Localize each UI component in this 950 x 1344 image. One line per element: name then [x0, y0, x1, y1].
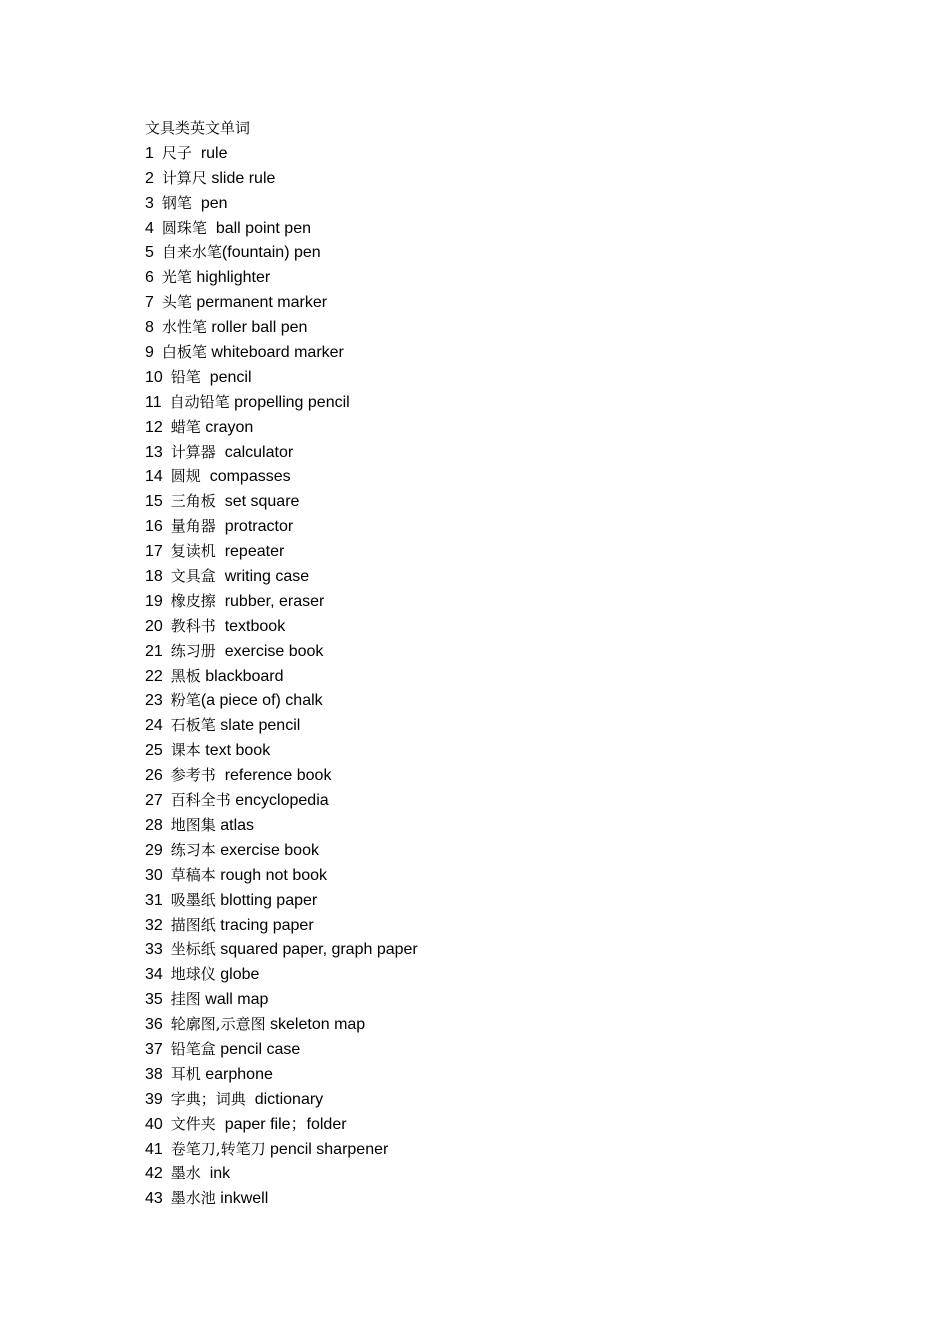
chinese-term: 字典；词典 — [170, 1089, 246, 1108]
item-number: 18 — [145, 568, 163, 586]
item-number: 22 — [145, 667, 163, 685]
english-term: reference book — [215, 767, 332, 785]
list-item — [145, 539, 905, 564]
chinese-term: 头笔 — [161, 293, 192, 312]
item-number: 23 — [145, 692, 163, 710]
list-item — [145, 1161, 905, 1186]
english-term: ball point pen — [206, 219, 311, 237]
english-term: crayon — [200, 418, 254, 436]
chinese-term: 练习册 — [170, 641, 216, 660]
item-number: 40 — [145, 1115, 163, 1133]
english-term: inkwell — [215, 1190, 269, 1208]
item-number: 25 — [145, 742, 163, 760]
item-number: 7 — [145, 294, 154, 312]
item-number: 1 — [145, 144, 154, 162]
list-item — [145, 713, 905, 738]
list-item — [145, 340, 905, 365]
list-item — [145, 838, 905, 863]
list-item — [145, 216, 905, 241]
item-number: 24 — [145, 717, 163, 735]
item-number: 27 — [145, 792, 163, 810]
chinese-term: 挂图 — [170, 990, 201, 1009]
chinese-term: 尺子 — [161, 143, 192, 162]
english-term: pencil sharpener — [265, 1140, 389, 1158]
chinese-term: 三角板 — [170, 492, 216, 511]
english-term: rule — [191, 144, 228, 162]
list-item — [145, 614, 905, 639]
chinese-term: 草稿本 — [170, 865, 216, 884]
item-number: 15 — [145, 493, 163, 511]
chinese-term: 复读机 — [170, 542, 216, 561]
english-term: wall map — [200, 991, 269, 1009]
english-term: (a piece of) chalk — [200, 692, 323, 710]
item-number: 28 — [145, 816, 163, 834]
item-number: 21 — [145, 642, 163, 660]
english-term: skeleton map — [265, 1016, 366, 1034]
item-number: 17 — [145, 543, 163, 561]
item-number: 36 — [145, 1016, 163, 1034]
list-item — [145, 464, 905, 489]
chinese-term: 量角器 — [170, 517, 216, 536]
chinese-term: 文件夹 — [170, 1114, 216, 1133]
list-item — [145, 1062, 905, 1087]
vocabulary-list — [145, 141, 905, 1211]
english-term: repeater — [215, 543, 285, 561]
list-item — [145, 240, 905, 265]
english-term: set square — [215, 493, 300, 511]
item-number: 9 — [145, 344, 154, 362]
english-term: tracing paper — [215, 916, 314, 934]
item-number: 33 — [145, 941, 163, 959]
item-number: 4 — [145, 219, 154, 237]
chinese-term: 自来水笔 — [161, 243, 222, 262]
chinese-term: 轮廓图,示意图 — [170, 1015, 266, 1034]
chinese-term: 蜡笔 — [170, 417, 201, 436]
english-term: whiteboard marker — [206, 344, 344, 362]
english-term: blackboard — [200, 667, 284, 685]
chinese-term: 黑板 — [170, 666, 201, 685]
list-item — [145, 788, 905, 813]
list-item — [145, 813, 905, 838]
english-term: roller ball pen — [206, 319, 308, 337]
chinese-term: 卷笔刀,转笔刀 — [170, 1139, 266, 1158]
item-number: 10 — [145, 368, 163, 386]
list-item — [145, 962, 905, 987]
item-number: 42 — [145, 1165, 163, 1183]
english-term: propelling pencil — [229, 393, 350, 411]
chinese-term: 练习本 — [170, 840, 216, 859]
item-number: 31 — [145, 891, 163, 909]
chinese-term: 坐标纸 — [170, 940, 216, 959]
list-item — [145, 664, 905, 689]
item-number: 6 — [145, 269, 154, 287]
list-item — [145, 863, 905, 888]
document-page — [145, 116, 905, 1211]
chinese-term: 教科书 — [170, 616, 216, 635]
item-number: 43 — [145, 1190, 163, 1208]
chinese-term: 墨水池 — [170, 1189, 216, 1208]
english-term: rough not book — [215, 866, 328, 884]
english-term: text book — [200, 742, 271, 760]
english-term: compasses — [200, 468, 291, 486]
chinese-term: 光笔 — [161, 268, 192, 287]
list-item — [145, 1087, 905, 1112]
item-number: 5 — [145, 244, 154, 262]
list-item — [145, 1012, 905, 1037]
list-item — [145, 141, 905, 166]
chinese-term: 耳机 — [170, 1064, 201, 1083]
english-term: protractor — [215, 518, 294, 536]
list-item — [145, 489, 905, 514]
item-number: 3 — [145, 194, 154, 212]
chinese-term: 石板笔 — [170, 716, 216, 735]
chinese-term: 参考书 — [170, 766, 216, 785]
item-number: 37 — [145, 1040, 163, 1058]
item-number: 11 — [145, 393, 162, 411]
chinese-term: 文具盒 — [170, 567, 216, 586]
chinese-term: 圆珠笔 — [161, 218, 207, 237]
list-item — [145, 365, 905, 390]
chinese-term: 百科全书 — [170, 791, 231, 810]
item-number: 20 — [145, 617, 163, 635]
chinese-term: 地球仪 — [170, 965, 216, 984]
list-item — [145, 1037, 905, 1062]
chinese-term: 计算器 — [170, 442, 216, 461]
english-term: blotting paper — [215, 891, 318, 909]
english-term: permanent marker — [191, 294, 328, 312]
list-item — [145, 1112, 905, 1137]
list-item — [145, 763, 905, 788]
item-number: 12 — [145, 418, 163, 436]
item-number: 2 — [145, 169, 154, 187]
list-item — [145, 738, 905, 763]
english-term: pen — [191, 194, 228, 212]
english-term: highlighter — [191, 269, 271, 287]
list-item — [145, 1186, 905, 1211]
list-item — [145, 937, 905, 962]
list-item — [145, 639, 905, 664]
english-term: exercise book — [215, 841, 319, 859]
chinese-term: 白板笔 — [161, 343, 207, 362]
list-item — [145, 888, 905, 913]
chinese-term: 铅笔 — [170, 367, 201, 386]
english-term: pencil case — [215, 1040, 301, 1058]
item-number: 19 — [145, 592, 163, 610]
english-term: globe — [215, 966, 260, 984]
chinese-term: 钢笔 — [161, 193, 192, 212]
english-term: ink — [200, 1165, 231, 1183]
english-term: slate pencil — [215, 717, 301, 735]
chinese-term: 描图纸 — [170, 915, 216, 934]
chinese-term: 地图集 — [170, 815, 216, 834]
chinese-term: 吸墨纸 — [170, 890, 216, 909]
chinese-term: 水性笔 — [161, 318, 207, 337]
list-item — [145, 514, 905, 539]
chinese-term: 自动铅笔 — [169, 392, 230, 411]
chinese-term: 圆规 — [170, 467, 201, 486]
english-term: encyclopedia — [230, 792, 329, 810]
chinese-term: 课本 — [170, 741, 201, 760]
item-number: 30 — [145, 866, 163, 884]
item-number: 38 — [145, 1065, 163, 1083]
english-term: textbook — [215, 617, 286, 635]
item-number: 26 — [145, 767, 163, 785]
list-item — [145, 191, 905, 216]
chinese-term: 墨水 — [170, 1164, 201, 1183]
english-term: squared paper, graph paper — [215, 941, 418, 959]
list-item — [145, 315, 905, 340]
item-number: 39 — [145, 1090, 163, 1108]
item-number: 16 — [145, 518, 163, 536]
english-term: rubber, eraser — [215, 592, 325, 610]
item-number: 14 — [145, 468, 163, 486]
english-term: atlas — [215, 816, 255, 834]
item-number: 34 — [145, 966, 163, 984]
english-term: (fountain) pen — [221, 244, 321, 262]
chinese-term: 橡皮擦 — [170, 591, 216, 610]
english-term: writing case — [215, 568, 310, 586]
english-term: paper file；folder — [215, 1115, 347, 1133]
list-item — [145, 913, 905, 938]
item-number: 29 — [145, 841, 163, 859]
item-number: 8 — [145, 319, 154, 337]
list-item — [145, 390, 905, 415]
list-item — [145, 1137, 905, 1162]
item-number: 41 — [145, 1140, 163, 1158]
english-term: dictionary — [245, 1090, 324, 1108]
document-title: 文具类英文单词 — [145, 119, 251, 137]
chinese-term: 粉笔 — [170, 691, 201, 710]
list-item — [145, 265, 905, 290]
english-term: calculator — [215, 443, 294, 461]
list-item — [145, 589, 905, 614]
list-item — [145, 688, 905, 713]
chinese-term: 计算尺 — [161, 168, 207, 187]
list-item — [145, 440, 905, 465]
english-term: slide rule — [206, 169, 276, 187]
item-number: 13 — [145, 443, 163, 461]
english-term: pencil — [200, 368, 252, 386]
english-term: earphone — [200, 1065, 273, 1083]
item-number: 32 — [145, 916, 163, 934]
english-term: exercise book — [215, 642, 324, 660]
list-item — [145, 987, 905, 1012]
list-item — [145, 166, 905, 191]
list-item — [145, 290, 905, 315]
chinese-term: 铅笔盒 — [170, 1039, 216, 1058]
list-item — [145, 415, 905, 440]
list-item — [145, 564, 905, 589]
item-number: 35 — [145, 991, 163, 1009]
